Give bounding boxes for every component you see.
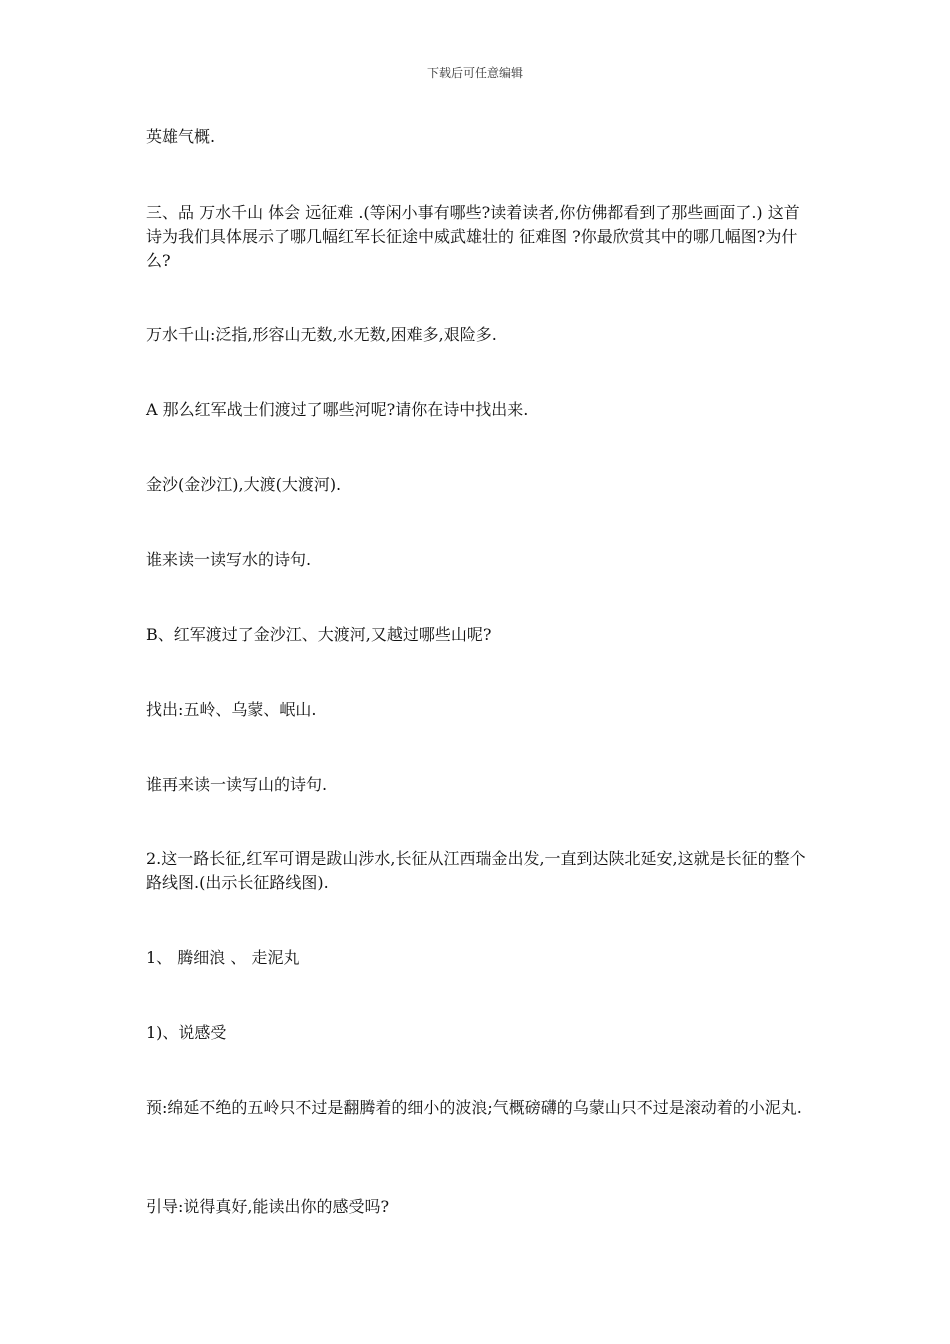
paragraph-10: 2.这一路长征,红军可谓是跋山涉水,长征从江西瑞金出发,一直到达陕北延安,这就是长征的整个路线图.(出示长征路线图). — [146, 849, 806, 892]
paragraph-3: 万水千山:泛指,形容山无数,水无数,困难多,艰险多. — [146, 325, 497, 344]
paragraph-4: A 那么红军战士们渡过了哪些河呢?请你在诗中找出来. — [146, 400, 529, 419]
paragraph-7: B、红军渡过了金沙江、大渡河,又越过哪些山呢? — [146, 625, 492, 644]
paragraph-11: 1、 腾细浪 、 走泥丸 — [146, 948, 300, 967]
paragraph-14: 引导:说得真好,能读出你的感受吗? — [146, 1197, 390, 1216]
paragraph-9: 谁再来读一读写山的诗句. — [146, 775, 328, 794]
paragraph-1: 英雄气概. — [146, 127, 216, 146]
paragraph-2: 三、品 万水千山 体会 远征难 .(等闲小事有哪些?读着读者,你仿佛都看到了那些画面了.) 这首诗为我们具体展示了哪几幅红军长征途中威武雄壮的 征难图 ?你最欣赏其中的哪几幅图?为什么? — [146, 203, 800, 270]
paragraph-13: 预:绵延不绝的五岭只不过是翻腾着的细小的波浪;气概磅礴的乌蒙山只不过是滚动着的小泥丸. — [146, 1098, 802, 1117]
page-header: 下载后可任意编辑 — [426, 66, 523, 80]
paragraph-8: 找出:五岭、乌蒙、岷山. — [146, 700, 317, 719]
paragraph-6: 谁来读一读写水的诗句. — [146, 550, 312, 569]
paragraph-12: 1)、说感受 — [146, 1023, 227, 1042]
paragraph-5: 金沙(金沙江),大渡(大渡河). — [146, 475, 342, 494]
